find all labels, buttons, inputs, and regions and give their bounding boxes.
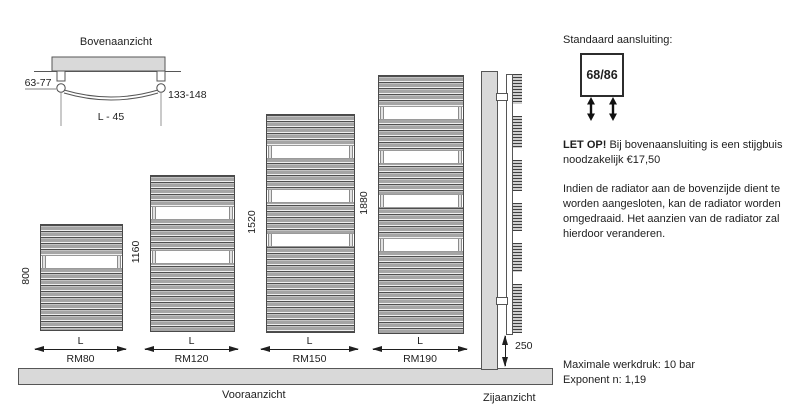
- towel-gap: [151, 250, 234, 264]
- floor: [18, 368, 553, 385]
- length-dim-arrow: [373, 349, 467, 350]
- comb-segment: [513, 243, 522, 272]
- towel-gap: [267, 145, 354, 159]
- wall-bracket-bottom: [496, 297, 508, 305]
- dim-250-label: 250: [515, 340, 533, 352]
- connection-box: [580, 53, 624, 97]
- radiator-rm190: [378, 75, 464, 334]
- height-label: 1880: [358, 190, 370, 215]
- flow-arrows-icon: [582, 97, 622, 121]
- radiator-rm150: [266, 114, 355, 333]
- dim-l-45: L - 45: [97, 111, 125, 123]
- connection-heading: Standaard aansluiting:: [563, 34, 673, 46]
- towel-gap: [379, 150, 463, 164]
- comb-segment: [513, 284, 522, 333]
- length-label: L: [417, 335, 423, 347]
- model-label: RM190: [403, 353, 437, 365]
- towel-gap: [379, 106, 463, 120]
- towel-gap: [379, 194, 463, 208]
- towel-gap: [267, 233, 354, 247]
- exponent: Exponent n: 1,19: [563, 374, 647, 386]
- wall-bracket-top: [496, 93, 508, 101]
- model-label: RM150: [292, 353, 327, 365]
- notice: [563, 138, 799, 168]
- dim-arrow-250: [505, 336, 506, 366]
- length-label: L: [188, 335, 195, 347]
- height-label: 800: [20, 266, 32, 285]
- comb-segment: [513, 74, 522, 104]
- side-wall: [481, 71, 498, 370]
- comb-segment: [513, 116, 522, 148]
- radiator-rm80: [40, 224, 123, 331]
- towel-gap: [151, 206, 234, 220]
- height-label: 1520: [246, 209, 258, 234]
- length-dim-arrow: [261, 349, 358, 350]
- model-label: RM120: [174, 353, 209, 365]
- caption-front-view: Vooraanzicht: [222, 389, 286, 401]
- length-dim-arrow: [145, 349, 238, 350]
- length-label: L: [77, 335, 84, 347]
- description: Indien de radiator aan de bovenzijde dient te worden aangesloten, kan de radiator worden omgedraaid. Het aanzien van de radiator zal hierdoor veranderen.: [563, 183, 781, 240]
- towel-gap: [379, 238, 463, 252]
- towel-gap: [41, 255, 122, 269]
- dim-63-77: 63-77: [24, 77, 52, 89]
- notice-text: Bij bovenaansluiting is een stijgbuis noodzakelijk €17,50: [563, 139, 783, 166]
- length-label: L: [306, 335, 313, 347]
- notice-bold: LET OP!: [563, 139, 607, 151]
- radiator-side-plate: [506, 74, 513, 335]
- comb-segment: [513, 160, 522, 191]
- radiator-rm120: [150, 175, 235, 332]
- towel-gap: [267, 189, 354, 203]
- model-label: RM80: [66, 353, 95, 365]
- height-label: 1160: [130, 240, 142, 263]
- max-pressure: Maximale werkdruk: 10 bar: [563, 359, 696, 371]
- caption-side-view: Zijaanzicht: [483, 392, 536, 404]
- top-view-title: Bovenaanzicht: [79, 36, 153, 48]
- radiator-side-comb: [513, 0, 522, 418]
- length-dim-arrow: [35, 349, 126, 350]
- connection-size-label: 68/86: [586, 68, 618, 82]
- comb-segment: [513, 203, 522, 231]
- dim-133-148: 133-148: [168, 89, 207, 101]
